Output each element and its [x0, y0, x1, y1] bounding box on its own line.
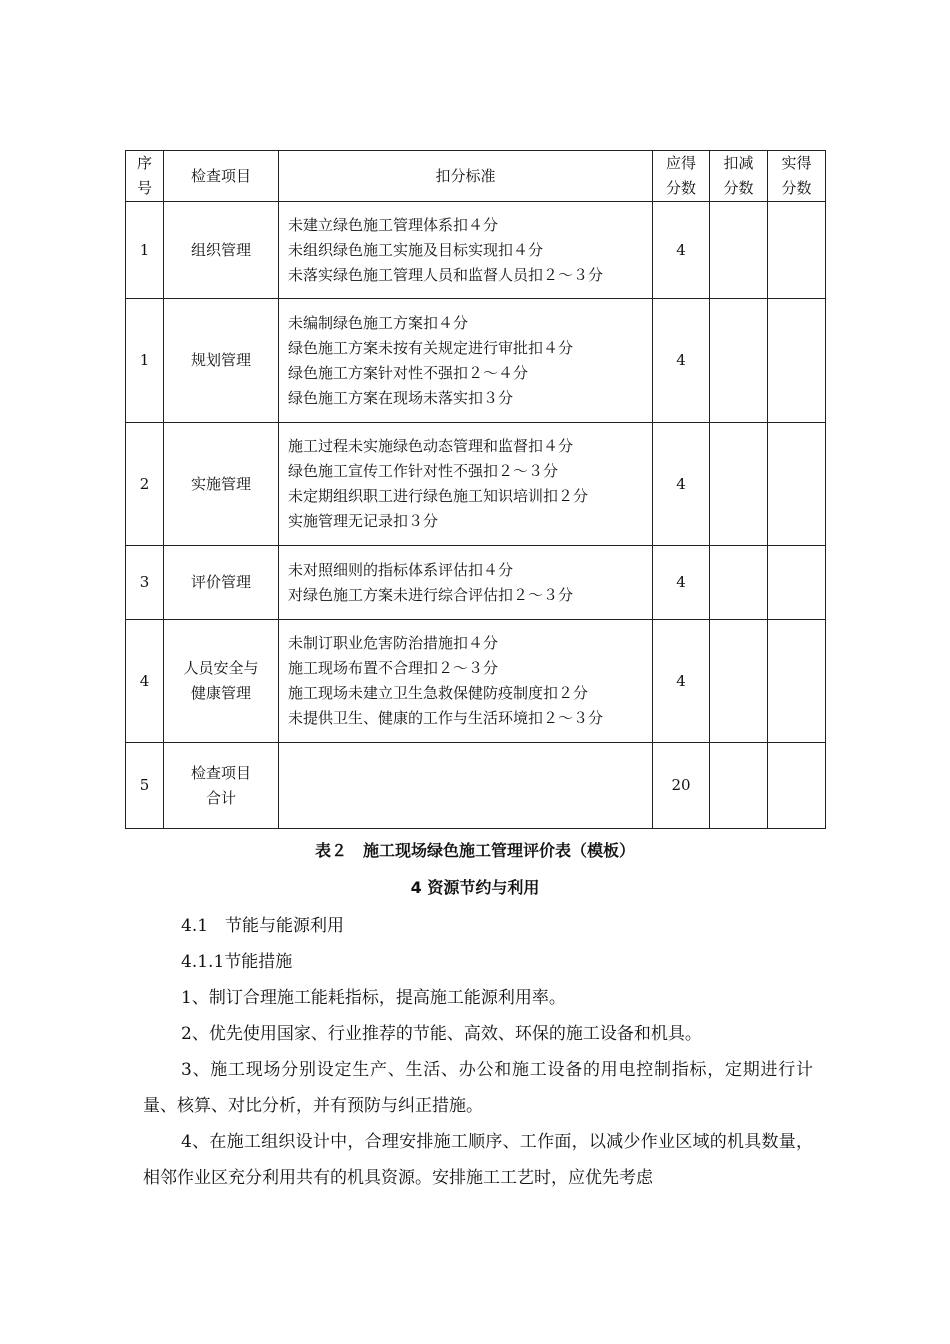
header-due-score: 应得 分数	[653, 151, 710, 202]
cell-serial-no: 1	[126, 299, 164, 423]
cell-due-score: 4	[653, 299, 710, 423]
cell-actual-score	[768, 620, 826, 743]
cell-criteria	[279, 743, 653, 829]
paragraph: 3、施工现场分别设定生产、生活、办公和施工设备的用电控制指标，定期进行计量、核算、对比分析，并有预防与纠正措施。	[143, 1060, 813, 1116]
paragraph: 2、优先使用国家、行业推荐的节能、高效、环保的施工设备和机具。	[181, 1024, 702, 1044]
cell-deducted-score	[710, 299, 768, 423]
cell-due-score: 4	[653, 546, 710, 620]
subsection-heading: 4.1 节能与能源利用	[181, 916, 345, 936]
table-row-total	[126, 743, 826, 829]
cell-deducted-score	[710, 423, 768, 546]
cell-serial-no: 2	[126, 423, 164, 546]
section-title: 4 资源节约与利用	[410, 878, 540, 897]
table-header-row	[126, 151, 826, 202]
evaluation-table	[125, 150, 826, 829]
header-check-item: 检查项目	[164, 151, 279, 202]
cell-serial-no: 3	[126, 546, 164, 620]
cell-check-item: 规划管理	[164, 299, 279, 423]
cell-serial-no: 1	[126, 202, 164, 299]
cell-serial-no: 4	[126, 620, 164, 743]
cell-due-score: 4	[653, 423, 710, 546]
cell-criteria: 未对照细则的指标体系评估扣４分 对绿色施工方案未进行综合评估扣２～３分	[279, 546, 653, 620]
paragraph: 4、在施工组织设计中，合理安排施工顺序、工作面，以减少作业区域的机具数量，相邻作业区充分利用共有的机具资源。安排施工工艺时，应优先考虑	[143, 1132, 813, 1188]
cell-check-item: 人员安全与 健康管理	[164, 620, 279, 743]
cell-due-score: 20	[653, 743, 710, 829]
cell-deducted-score	[710, 620, 768, 743]
header-serial-no: 序 号	[126, 151, 164, 202]
cell-actual-score	[768, 546, 826, 620]
cell-check-item: 实施管理	[164, 423, 279, 546]
cell-check-item: 评价管理	[164, 546, 279, 620]
cell-actual-score	[768, 423, 826, 546]
cell-check-item: 检查项目 合计	[164, 743, 279, 829]
header-deduction-criteria: 扣分标准	[279, 151, 653, 202]
cell-actual-score	[768, 299, 826, 423]
cell-serial-no: 5	[126, 743, 164, 829]
header-actual-score: 实得 分数	[768, 151, 826, 202]
cell-criteria: 施工过程未实施绿色动态管理和监督扣４分 绿色施工宣传工作针对性不强扣２～３分 未定期组织职工进行绿色施工知识培训扣２分 实施管理无记录扣３分	[279, 423, 653, 546]
cell-deducted-score	[710, 546, 768, 620]
table-row	[126, 423, 826, 546]
cell-due-score: 4	[653, 202, 710, 299]
cell-criteria: 未编制绿色施工方案扣４分 绿色施工方案未按有关规定进行审批扣４分 绿色施工方案针对性不强扣２～４分 绿色施工方案在现场未落实扣３分	[279, 299, 653, 423]
header-deducted-score: 扣减 分数	[710, 151, 768, 202]
table-row	[126, 620, 826, 743]
paragraph: 1、制订合理施工能耗指标，提高施工能源利用率。	[181, 988, 566, 1008]
cell-actual-score	[768, 743, 826, 829]
table-row	[126, 299, 826, 423]
table-row	[126, 202, 826, 299]
cell-actual-score	[768, 202, 826, 299]
cell-due-score: 4	[653, 620, 710, 743]
table-caption: 表２ 施工现场绿色施工管理评价表（模板）	[314, 841, 635, 860]
cell-deducted-score	[710, 202, 768, 299]
table-row	[126, 546, 826, 620]
subsection-heading: 4.1.1节能措施	[181, 952, 293, 972]
cell-criteria: 未制订职业危害防治措施扣４分 施工现场布置不合理扣２～３分 施工现场未建立卫生急救保健防疫制度扣２分 未提供卫生、健康的工作与生活环境扣２～３分	[279, 620, 653, 743]
cell-deducted-score	[710, 743, 768, 829]
cell-criteria: 未建立绿色施工管理体系扣４分 未组织绿色施工实施及目标实现扣４分 未落实绿色施工管理人员和监督人员扣２～３分	[279, 202, 653, 299]
body-text	[143, 908, 813, 1196]
cell-check-item: 组织管理	[164, 202, 279, 299]
